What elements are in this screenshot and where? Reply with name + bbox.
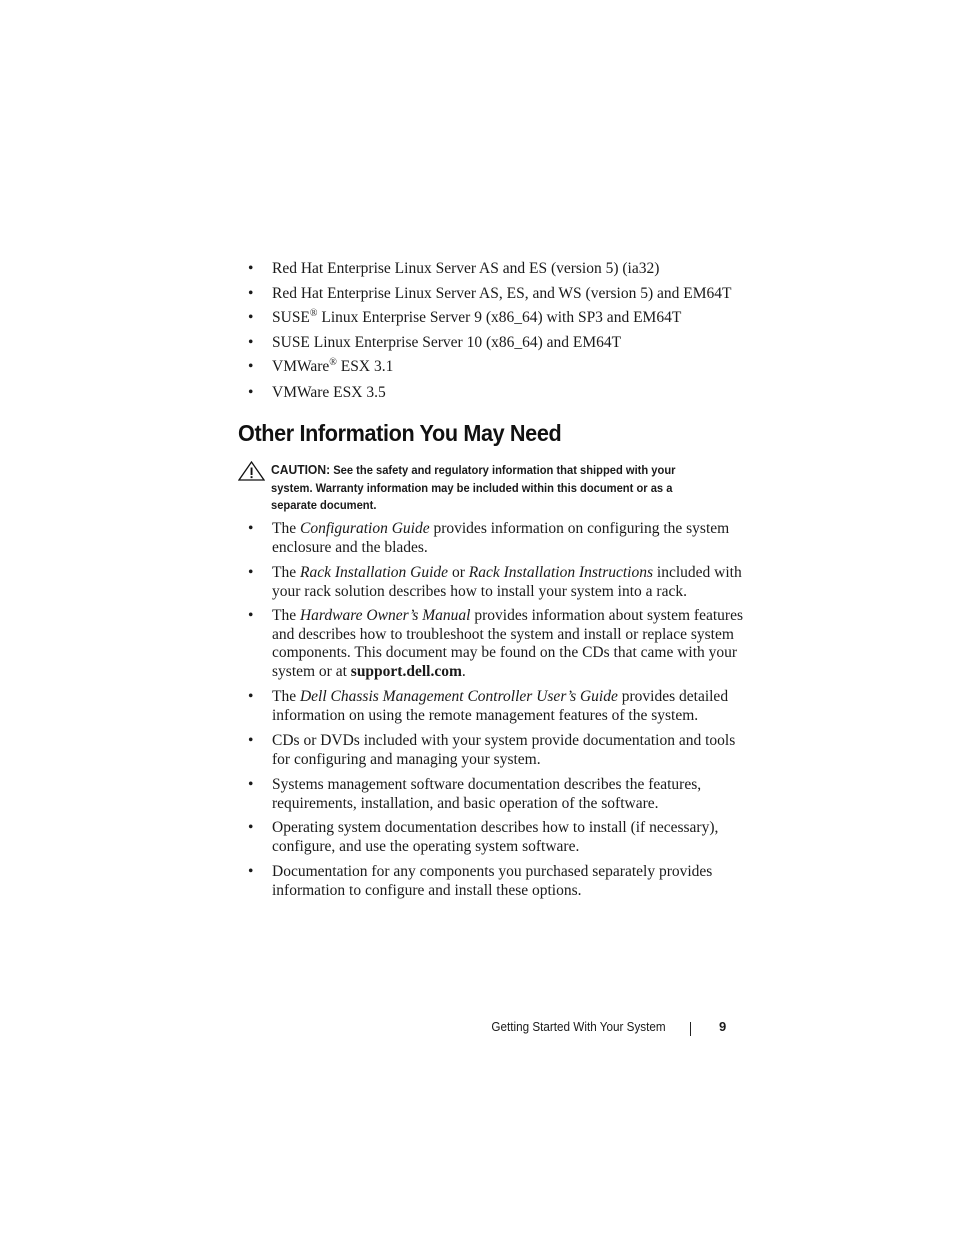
section-title: Other Information You May Need <box>238 420 562 446</box>
text-segment: provides information about system features and describes how to troubleshoot the system and install or replace system components. This document may be found on the CDs that came with your system or at <box>272 607 743 680</box>
list-item-text: SUSE Linux Enterprise Server 10 (x86_64) and EM64T <box>272 334 622 351</box>
list-item-text <box>272 564 746 601</box>
list-item-text <box>272 688 746 725</box>
text-segment: Linux Enterprise Server 9 (x86_64) with SP3 and EM64T <box>317 309 682 326</box>
caution-body: See the safety and regulatory information that shipped with your system. Warranty information may be included within this document or as a separate document. <box>271 463 676 512</box>
list-item-text: Red Hat Enterprise Linux Server AS and ES (version 5) (ia32) <box>272 260 660 277</box>
caution-label: CAUTION: <box>271 462 331 477</box>
list-item-text: Documentation for any components you purchased separately provides information to configure and install these options. <box>272 863 713 899</box>
document-title: Configuration Guide <box>299 520 430 537</box>
text-segment: ESX 3.1 <box>336 358 394 375</box>
support-link[interactable]: support.dell.com <box>350 662 462 680</box>
registered-mark: ® <box>309 308 318 319</box>
footer-separator <box>690 1022 691 1036</box>
text-segment: SUSE <box>272 309 310 326</box>
caution-text <box>271 461 708 515</box>
list-item-text <box>272 607 746 681</box>
list-item-text: VMWare ESX 3.5 <box>272 384 386 401</box>
list-item-text <box>272 358 752 377</box>
text-segment: The <box>272 688 300 705</box>
list-item-text <box>272 520 746 557</box>
footer-title: Getting Started With Your System <box>491 1019 666 1034</box>
text-segment: VMWare <box>272 358 330 375</box>
text-segment: included with your rack solution describes how to install your system into a rack. <box>272 564 742 600</box>
text-segment: provides detailed information on using the remote management features of the system. <box>272 688 729 724</box>
page-number: 9 <box>719 1019 727 1034</box>
list-item-text: Red Hat Enterprise Linux Server AS, ES, and WS (version 5) and EM64T <box>272 285 732 302</box>
document-title: Hardware Owner’s Manual <box>299 607 471 624</box>
document-title: Dell Chassis Management Controller User’s Guide <box>299 688 618 705</box>
list-item-text: CDs or DVDs included with your system provide documentation and tools for configuring and managing your system. <box>272 732 736 768</box>
text-segment: The <box>272 607 300 624</box>
list-item-text: Operating system documentation describes how to install (if necessary), configure, and use the operating system software. <box>272 819 719 855</box>
text-segment: The <box>272 520 300 537</box>
document-title: Rack Installation Instructions <box>468 564 654 581</box>
warning-icon <box>238 461 265 481</box>
text-segment: provides information on configuring the system enclosure and the blades. <box>272 520 730 556</box>
list-item-text: Systems management software documentation describes the features, requirements, installation, and basic operation of the software. <box>272 776 702 812</box>
list-item-text <box>272 309 752 328</box>
text-segment: . <box>461 662 466 680</box>
text-segment: The <box>272 564 300 581</box>
registered-mark: ® <box>329 357 337 368</box>
text-segment: or <box>448 564 469 581</box>
page-footer <box>0 1019 954 1039</box>
document-title: Rack Installation Guide <box>299 564 449 581</box>
